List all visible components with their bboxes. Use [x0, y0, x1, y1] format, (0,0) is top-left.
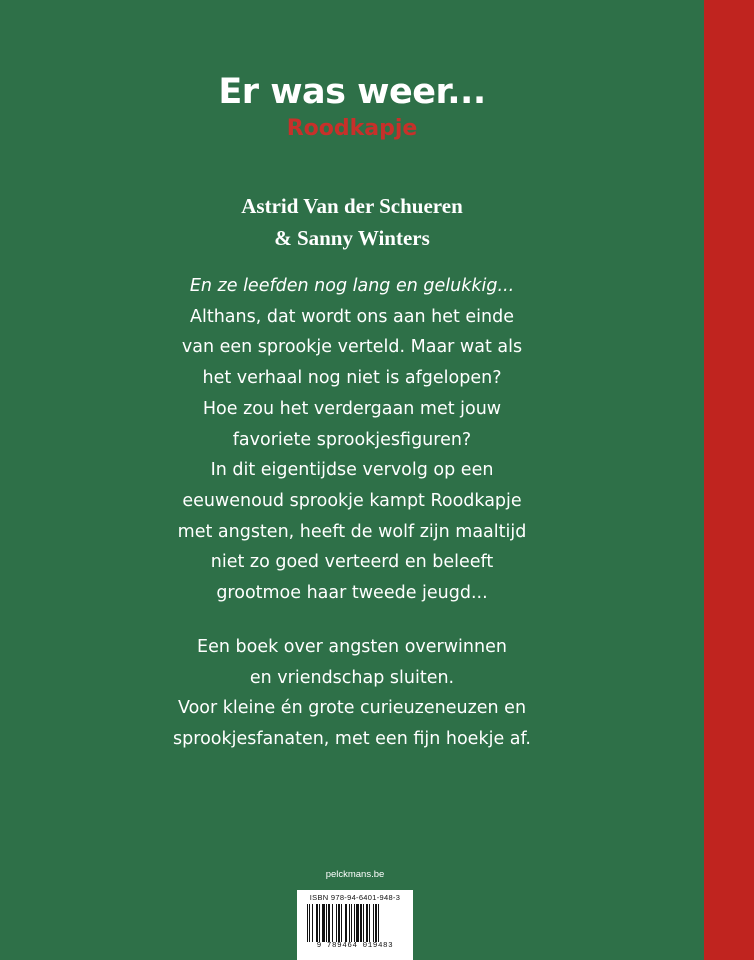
- publisher-url: pelckmans.be: [325, 869, 385, 880]
- blurb-line: sprookjesfanaten, met een fijn hoekje af.: [173, 729, 531, 750]
- blurb-line: En ze leefden nog lang en gelukkig...: [189, 276, 515, 296]
- blurb-line: In dit eigentijdse vervolg op een: [210, 460, 494, 481]
- blurb-line: het verhaal nog niet is afgelopen?: [202, 368, 502, 389]
- blurb-line: Een boek over angsten overwinnen: [197, 637, 507, 657]
- spine-stripe: [704, 0, 754, 960]
- barcode-digits: 9 789464 019483: [316, 942, 394, 950]
- blurb-line: Voor kleine én grote curieuzeneuzen en: [177, 698, 527, 719]
- blurb-line: eeuwenoud sprookje kampt Roodkapje: [182, 490, 522, 511]
- author-line: Astrid Van der Schueren: [241, 194, 463, 218]
- blurb-line: Althans, dat wordt ons aan het einde: [190, 306, 514, 327]
- barcode-icon: [305, 904, 405, 942]
- isbn-barcode: [297, 890, 413, 960]
- author-line: & Sanny Winters: [274, 226, 430, 250]
- blurb-line: Hoe zou het verdergaan met jouw: [202, 398, 502, 419]
- blurb-line: grootmoe haar tweede jeugd...: [216, 583, 488, 604]
- isbn-label: ISBN 978-94-6401-948-3: [309, 893, 401, 902]
- blurb-line: en vriendschap sluiten.: [249, 667, 455, 688]
- blurb-line: favoriete sprookjesfiguren?: [232, 429, 472, 450]
- blurb-paragraph: [0, 271, 704, 609]
- blurb-line: met angsten, heeft de wolf zijn maaltijd: [177, 521, 527, 542]
- blurb-paragraph-2: [0, 632, 704, 755]
- blurb-line: niet zo goed verteerd en beleeft: [210, 552, 494, 573]
- authors: [0, 190, 704, 254]
- blurb-line: van een sprookje verteld. Maar wat als: [181, 337, 523, 358]
- book-title: Er was weer...: [218, 72, 486, 112]
- book-subtitle: Roodkapje: [286, 116, 418, 141]
